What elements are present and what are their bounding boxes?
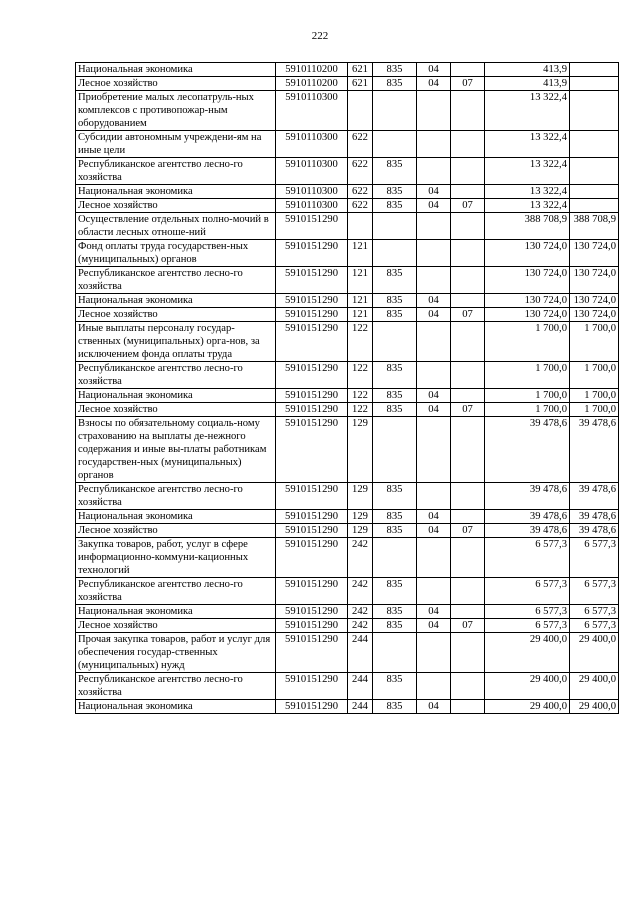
subsection-code <box>451 417 485 483</box>
section-code <box>417 240 451 267</box>
amount-year-2 <box>570 185 619 199</box>
ministry-code <box>373 633 417 673</box>
amount-year-1: 6 577,3 <box>485 538 570 578</box>
amount-year-2 <box>570 131 619 158</box>
amount-year-1: 413,9 <box>485 77 570 91</box>
expense-type-code: 621 <box>348 63 373 77</box>
expense-type-code: 122 <box>348 403 373 417</box>
subsection-code <box>451 63 485 77</box>
budget-table-body <box>76 63 619 714</box>
row-name: Республиканское агентство лесно-го хозяйства <box>76 158 276 185</box>
expense-type-code: 121 <box>348 308 373 322</box>
row-name: Прочая закупка товаров, работ и услуг для обеспечения государ-ственных (муниципальных) нужд <box>76 633 276 673</box>
amount-year-1: 1 700,0 <box>485 362 570 389</box>
section-code <box>417 362 451 389</box>
target-article-code: 5910151290 <box>276 673 348 700</box>
subsection-code <box>451 538 485 578</box>
table-row <box>76 213 619 240</box>
amount-year-1: 130 724,0 <box>485 267 570 294</box>
table-row <box>76 77 619 91</box>
row-name: Республиканское агентство лесно-го хозяйства <box>76 267 276 294</box>
target-article-code: 5910110200 <box>276 77 348 91</box>
amount-year-1: 413,9 <box>485 63 570 77</box>
amount-year-1: 13 322,4 <box>485 158 570 185</box>
expense-type-code <box>348 91 373 131</box>
subsection-code: 07 <box>451 524 485 538</box>
amount-year-2: 130 724,0 <box>570 267 619 294</box>
section-code: 04 <box>417 199 451 213</box>
ministry-code: 835 <box>373 308 417 322</box>
table-row <box>76 322 619 362</box>
table-row <box>76 538 619 578</box>
section-code: 04 <box>417 524 451 538</box>
subsection-code <box>451 362 485 389</box>
section-code <box>417 673 451 700</box>
target-article-code: 5910151290 <box>276 417 348 483</box>
amount-year-2: 1 700,0 <box>570 403 619 417</box>
expense-type-code: 242 <box>348 578 373 605</box>
ministry-code <box>373 240 417 267</box>
amount-year-2: 130 724,0 <box>570 308 619 322</box>
target-article-code: 5910110300 <box>276 91 348 131</box>
expense-type-code: 622 <box>348 158 373 185</box>
table-row <box>76 131 619 158</box>
section-code <box>417 131 451 158</box>
ministry-code: 835 <box>373 700 417 714</box>
subsection-code <box>451 510 485 524</box>
target-article-code: 5910151290 <box>276 308 348 322</box>
table-row <box>76 417 619 483</box>
target-article-code: 5910110300 <box>276 131 348 158</box>
ministry-code: 835 <box>373 619 417 633</box>
section-code <box>417 483 451 510</box>
ministry-code <box>373 322 417 362</box>
amount-year-1: 130 724,0 <box>485 308 570 322</box>
subsection-code <box>451 483 485 510</box>
section-code: 04 <box>417 294 451 308</box>
subsection-code <box>451 213 485 240</box>
expense-type-code: 122 <box>348 362 373 389</box>
row-name: Национальная экономика <box>76 63 276 77</box>
subsection-code <box>451 389 485 403</box>
amount-year-2: 6 577,3 <box>570 578 619 605</box>
page-number: 222 <box>311 30 329 42</box>
expense-type-code: 622 <box>348 199 373 213</box>
amount-year-2: 39 478,6 <box>570 510 619 524</box>
expense-type-code: 129 <box>348 483 373 510</box>
row-name: Республиканское агентство лесно-го хозяйства <box>76 362 276 389</box>
amount-year-2: 130 724,0 <box>570 240 619 267</box>
section-code <box>417 538 451 578</box>
table-row <box>76 240 619 267</box>
row-name: Республиканское агентство лесно-го хозяйства <box>76 483 276 510</box>
subsection-code <box>451 158 485 185</box>
ministry-code <box>373 538 417 578</box>
row-name: Закупка товаров, работ, услуг в сфере информационно-коммуни-кационных технологий <box>76 538 276 578</box>
row-name: Приобретение малых лесопатруль-ных комплексов с противопожар-ным оборудованием <box>76 91 276 131</box>
row-name: Национальная экономика <box>76 510 276 524</box>
section-code: 04 <box>417 77 451 91</box>
ministry-code: 835 <box>373 510 417 524</box>
target-article-code: 5910151290 <box>276 578 348 605</box>
amount-year-2 <box>570 158 619 185</box>
table-row <box>76 267 619 294</box>
row-name: Лесное хозяйство <box>76 619 276 633</box>
ministry-code: 835 <box>373 578 417 605</box>
ministry-code: 835 <box>373 524 417 538</box>
amount-year-2: 29 400,0 <box>570 700 619 714</box>
subsection-code <box>451 633 485 673</box>
table-row <box>76 91 619 131</box>
section-code: 04 <box>417 63 451 77</box>
table-row <box>76 700 619 714</box>
section-code: 04 <box>417 308 451 322</box>
subsection-code: 07 <box>451 199 485 213</box>
ministry-code <box>373 131 417 158</box>
target-article-code: 5910151290 <box>276 389 348 403</box>
amount-year-1: 13 322,4 <box>485 91 570 131</box>
amount-year-1: 6 577,3 <box>485 578 570 605</box>
section-code: 04 <box>417 605 451 619</box>
expense-type-code: 121 <box>348 240 373 267</box>
row-name: Лесное хозяйство <box>76 199 276 213</box>
table-row <box>76 619 619 633</box>
amount-year-2 <box>570 91 619 131</box>
section-code <box>417 633 451 673</box>
table-row <box>76 199 619 213</box>
target-article-code: 5910110200 <box>276 63 348 77</box>
target-article-code: 5910151290 <box>276 538 348 578</box>
target-article-code: 5910151290 <box>276 403 348 417</box>
amount-year-1: 6 577,3 <box>485 619 570 633</box>
ministry-code: 835 <box>373 403 417 417</box>
amount-year-2 <box>570 63 619 77</box>
subsection-code <box>451 605 485 619</box>
target-article-code: 5910151290 <box>276 240 348 267</box>
amount-year-2: 388 708,9 <box>570 213 619 240</box>
section-code: 04 <box>417 619 451 633</box>
expense-type-code: 121 <box>348 294 373 308</box>
expense-type-code: 122 <box>348 322 373 362</box>
ministry-code: 835 <box>373 673 417 700</box>
ministry-code: 835 <box>373 199 417 213</box>
table-row <box>76 185 619 199</box>
subsection-code <box>451 578 485 605</box>
amount-year-1: 130 724,0 <box>485 240 570 267</box>
target-article-code: 5910151290 <box>276 294 348 308</box>
target-article-code: 5910151290 <box>276 322 348 362</box>
table-row <box>76 483 619 510</box>
subsection-code <box>451 91 485 131</box>
row-name: Лесное хозяйство <box>76 403 276 417</box>
amount-year-1: 29 400,0 <box>485 673 570 700</box>
amount-year-1: 1 700,0 <box>485 403 570 417</box>
amount-year-1: 39 478,6 <box>485 510 570 524</box>
amount-year-1: 1 700,0 <box>485 389 570 403</box>
table-row <box>76 524 619 538</box>
table-row <box>76 605 619 619</box>
amount-year-2: 29 400,0 <box>570 633 619 673</box>
ministry-code <box>373 417 417 483</box>
row-name: Взносы по обязательному социаль-ному страхованию на выплаты де-нежного содержания и иные вы-платы работникам государствен-ных (муниципальных) органов <box>76 417 276 483</box>
target-article-code: 5910151290 <box>276 267 348 294</box>
table-row <box>76 403 619 417</box>
subsection-code <box>451 673 485 700</box>
amount-year-1: 1 700,0 <box>485 322 570 362</box>
amount-year-2: 39 478,6 <box>570 483 619 510</box>
subsection-code <box>451 240 485 267</box>
amount-year-2: 39 478,6 <box>570 417 619 483</box>
target-article-code: 5910110300 <box>276 158 348 185</box>
row-name: Лесное хозяйство <box>76 77 276 91</box>
section-code <box>417 417 451 483</box>
table-row <box>76 389 619 403</box>
ministry-code: 835 <box>373 605 417 619</box>
target-article-code: 5910110300 <box>276 199 348 213</box>
section-code <box>417 91 451 131</box>
table-row <box>76 294 619 308</box>
expense-type-code: 244 <box>348 700 373 714</box>
expense-type-code: 621 <box>348 77 373 91</box>
budget-table <box>75 62 619 714</box>
ministry-code: 835 <box>373 389 417 403</box>
amount-year-2: 29 400,0 <box>570 673 619 700</box>
target-article-code: 5910110300 <box>276 185 348 199</box>
section-code <box>417 578 451 605</box>
table-row <box>76 308 619 322</box>
amount-year-2: 1 700,0 <box>570 322 619 362</box>
table-row <box>76 578 619 605</box>
subsection-code <box>451 294 485 308</box>
amount-year-1: 6 577,3 <box>485 605 570 619</box>
amount-year-2: 130 724,0 <box>570 294 619 308</box>
subsection-code <box>451 131 485 158</box>
amount-year-2: 6 577,3 <box>570 538 619 578</box>
subsection-code <box>451 322 485 362</box>
expense-type-code: 122 <box>348 389 373 403</box>
amount-year-1: 39 478,6 <box>485 417 570 483</box>
amount-year-1: 388 708,9 <box>485 213 570 240</box>
target-article-code: 5910151290 <box>276 619 348 633</box>
row-name: Республиканское агентство лесно-го хозяйства <box>76 578 276 605</box>
section-code <box>417 322 451 362</box>
subsection-code <box>451 185 485 199</box>
row-name: Осуществление отдельных полно-мочий в области лесных отноше-ний <box>76 213 276 240</box>
row-name: Лесное хозяйство <box>76 524 276 538</box>
ministry-code <box>373 91 417 131</box>
subsection-code: 07 <box>451 403 485 417</box>
expense-type-code: 244 <box>348 673 373 700</box>
row-name: Национальная экономика <box>76 605 276 619</box>
expense-type-code: 622 <box>348 185 373 199</box>
ministry-code: 835 <box>373 185 417 199</box>
section-code: 04 <box>417 389 451 403</box>
target-article-code: 5910151290 <box>276 213 348 240</box>
section-code: 04 <box>417 185 451 199</box>
expense-type-code: 242 <box>348 538 373 578</box>
target-article-code: 5910151290 <box>276 524 348 538</box>
amount-year-1: 13 322,4 <box>485 199 570 213</box>
row-name: Национальная экономика <box>76 294 276 308</box>
row-name: Республиканское агентство лесно-го хозяйства <box>76 673 276 700</box>
subsection-code: 07 <box>451 308 485 322</box>
section-code <box>417 267 451 294</box>
row-name: Субсидии автономным учреждени-ям на иные цели <box>76 131 276 158</box>
row-name: Лесное хозяйство <box>76 308 276 322</box>
target-article-code: 5910151290 <box>276 633 348 673</box>
amount-year-2: 6 577,3 <box>570 605 619 619</box>
expense-type-code: 242 <box>348 619 373 633</box>
target-article-code: 5910151290 <box>276 483 348 510</box>
section-code <box>417 158 451 185</box>
section-code: 04 <box>417 700 451 714</box>
expense-type-code: 244 <box>348 633 373 673</box>
expense-type-code: 129 <box>348 510 373 524</box>
amount-year-2 <box>570 77 619 91</box>
expense-type-code: 622 <box>348 131 373 158</box>
section-code: 04 <box>417 510 451 524</box>
amount-year-1: 39 478,6 <box>485 483 570 510</box>
row-name: Национальная экономика <box>76 700 276 714</box>
ministry-code: 835 <box>373 483 417 510</box>
amount-year-2 <box>570 199 619 213</box>
table-row <box>76 158 619 185</box>
section-code: 04 <box>417 403 451 417</box>
ministry-code: 835 <box>373 362 417 389</box>
row-name: Национальная экономика <box>76 185 276 199</box>
ministry-code: 835 <box>373 294 417 308</box>
table-row <box>76 633 619 673</box>
amount-year-2: 39 478,6 <box>570 524 619 538</box>
amount-year-2: 6 577,3 <box>570 619 619 633</box>
row-name: Иные выплаты персоналу государ-ственных (муниципальных) орга-нов, за исключением фонда оплаты труда <box>76 322 276 362</box>
amount-year-1: 39 478,6 <box>485 524 570 538</box>
ministry-code: 835 <box>373 63 417 77</box>
amount-year-1: 29 400,0 <box>485 700 570 714</box>
amount-year-1: 13 322,4 <box>485 131 570 158</box>
ministry-code <box>373 213 417 240</box>
table-row <box>76 362 619 389</box>
ministry-code: 835 <box>373 77 417 91</box>
amount-year-2: 1 700,0 <box>570 389 619 403</box>
subsection-code: 07 <box>451 77 485 91</box>
amount-year-1: 29 400,0 <box>485 633 570 673</box>
target-article-code: 5910151290 <box>276 605 348 619</box>
table-row <box>76 673 619 700</box>
row-name: Национальная экономика <box>76 389 276 403</box>
expense-type-code: 242 <box>348 605 373 619</box>
target-article-code: 5910151290 <box>276 510 348 524</box>
amount-year-1: 13 322,4 <box>485 185 570 199</box>
target-article-code: 5910151290 <box>276 362 348 389</box>
subsection-code <box>451 700 485 714</box>
target-article-code: 5910151290 <box>276 700 348 714</box>
expense-type-code: 121 <box>348 267 373 294</box>
amount-year-1: 130 724,0 <box>485 294 570 308</box>
ministry-code: 835 <box>373 267 417 294</box>
ministry-code: 835 <box>373 158 417 185</box>
row-name: Фонд оплаты труда государствен-ных (муниципальных) органов <box>76 240 276 267</box>
subsection-code: 07 <box>451 619 485 633</box>
section-code <box>417 213 451 240</box>
amount-year-2: 1 700,0 <box>570 362 619 389</box>
table-row <box>76 510 619 524</box>
expense-type-code: 129 <box>348 524 373 538</box>
subsection-code <box>451 267 485 294</box>
expense-type-code <box>348 213 373 240</box>
expense-type-code: 129 <box>348 417 373 483</box>
table-row <box>76 63 619 77</box>
